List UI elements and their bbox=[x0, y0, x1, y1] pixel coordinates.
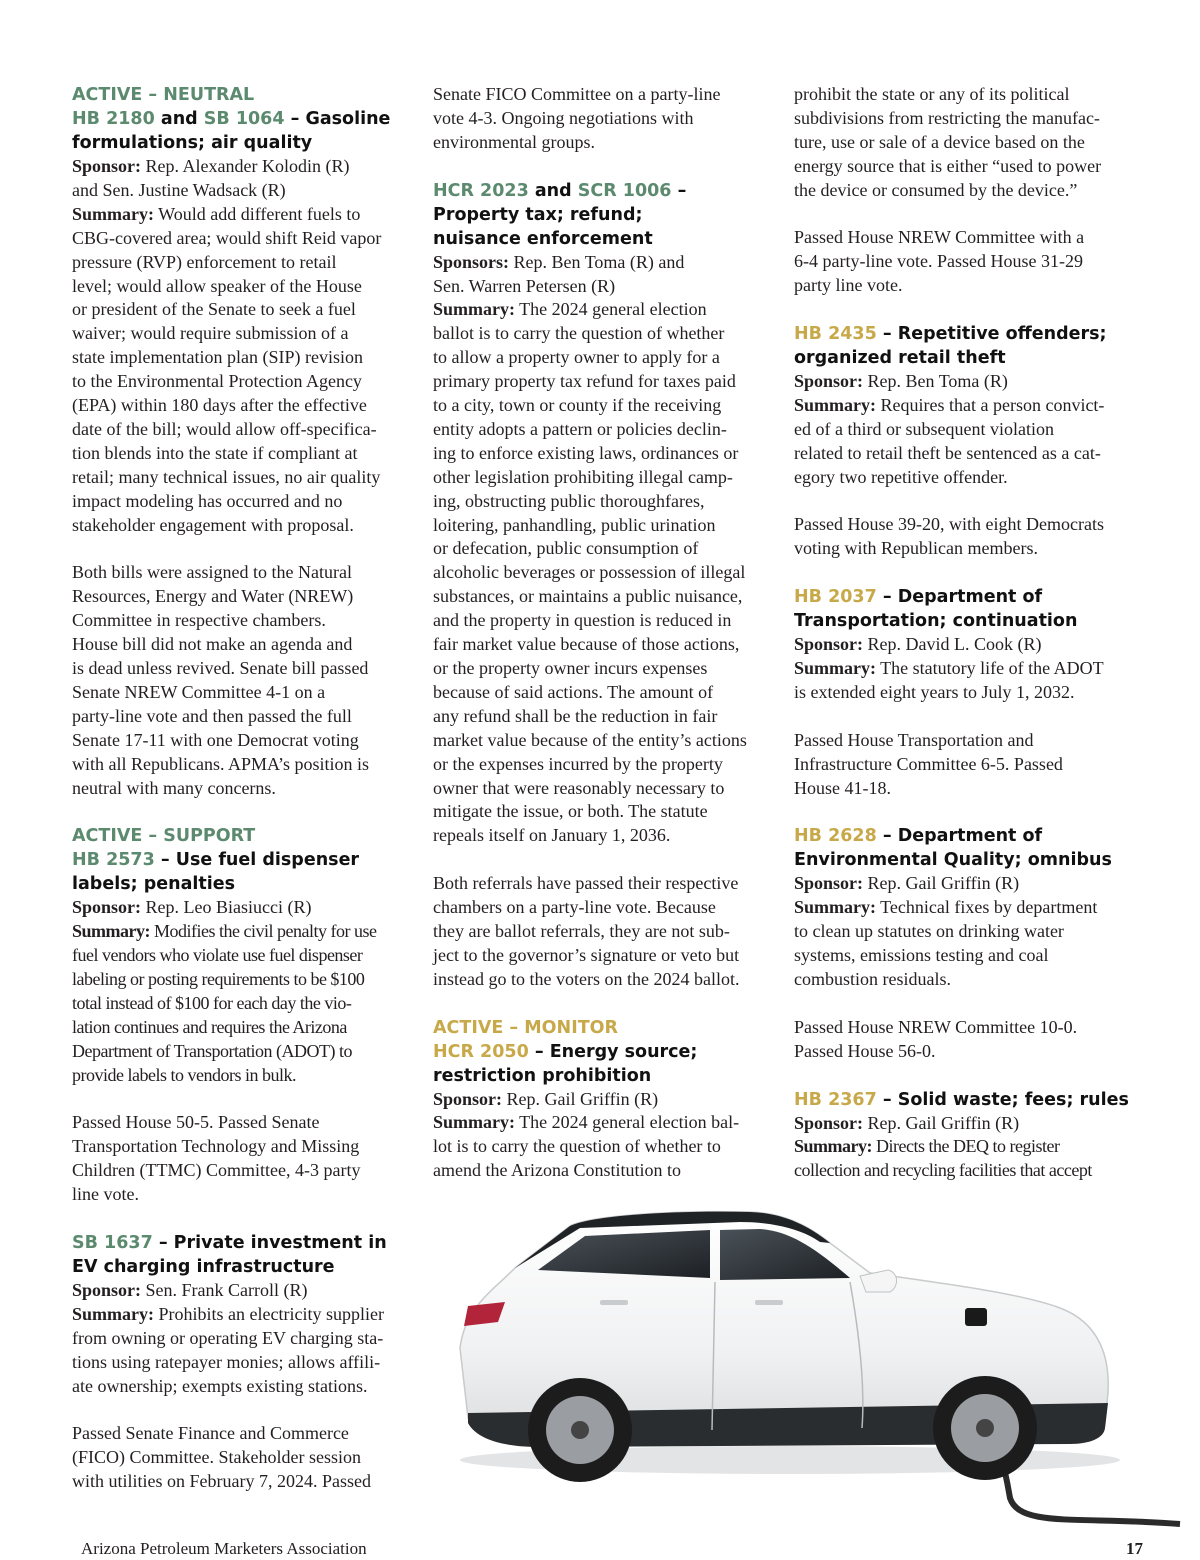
text-line: from owning or operating EV charging sta- bbox=[72, 1327, 384, 1348]
text-line: fuel vendors who violate use fuel dispenser bbox=[72, 945, 363, 966]
text-line: chambers on a party-line vote. Because bbox=[433, 897, 716, 918]
text-line: ate ownership; exempts existing stations. bbox=[72, 1375, 368, 1396]
bill-heading-cont: labels; penalties bbox=[72, 874, 236, 895]
status-note bbox=[72, 561, 408, 800]
bill-heading-cont: EV charging infrastructure bbox=[72, 1257, 335, 1277]
text-line: subdivisions from restricting the manufac- bbox=[794, 107, 1100, 128]
summary-text bbox=[433, 322, 773, 848]
text-line: party line vote. bbox=[794, 275, 903, 296]
text-line: 6-4 party-line vote. Passed House 31-29 bbox=[794, 251, 1083, 272]
text-line: stakeholder engagement with proposal. bbox=[72, 514, 354, 535]
summary-line: Summary: The statutory life of the ADOT bbox=[794, 658, 1104, 679]
summary-line: Summary: Would add different fuels to bbox=[72, 203, 361, 224]
text-line: combustion residuals. bbox=[794, 969, 951, 989]
text-line: any refund shall be the reduction in fair bbox=[433, 705, 718, 726]
bill-number: HB 2573 bbox=[72, 850, 155, 871]
summary-text bbox=[72, 227, 408, 538]
text-line: party-line vote and then passed the full bbox=[72, 705, 352, 726]
footer-publisher: Arizona Petroleum Marketers Association bbox=[81, 1539, 367, 1558]
text-line: line vote. bbox=[72, 1184, 139, 1205]
bill-number: HB 2367 bbox=[794, 1089, 877, 1110]
status-note bbox=[794, 729, 1134, 801]
text-line: Senate 17-11 with one Democrat voting bbox=[72, 729, 359, 750]
text-line: Passed House Transportation and bbox=[794, 729, 1034, 750]
text-line: is dead unless revived. Senate bill passed bbox=[72, 658, 369, 679]
bill-number: SCR 1006 bbox=[577, 180, 672, 201]
text-line: Passed House 56-0. bbox=[794, 1040, 936, 1061]
text-line: (EPA) within 180 days after the effective bbox=[72, 395, 367, 416]
bill-number: SB 1637 bbox=[72, 1233, 153, 1253]
text-line: to allow a property owner to apply for a bbox=[433, 347, 720, 368]
summary-text bbox=[72, 944, 408, 1087]
summary-line: Summary: Directs the DEQ to register bbox=[794, 1136, 1060, 1157]
column-2 bbox=[433, 83, 773, 1183]
text-line: because of said actions. The amount of bbox=[433, 681, 714, 702]
bill-heading: HB 2037 – Department of bbox=[794, 587, 1043, 608]
sponsor-line: Sponsor: Rep. Gail Griffin (R) bbox=[794, 1112, 1020, 1133]
ev-charging-car-illustration bbox=[420, 1198, 1182, 1528]
status-heading: ACTIVE – SUPPORT bbox=[72, 826, 256, 847]
sponsor-line: Sponsors: Rep. Ben Toma (R) and bbox=[433, 251, 685, 272]
column-3 bbox=[794, 83, 1134, 1183]
text-line: ed of a third or subsequent violation bbox=[794, 418, 1054, 439]
text-line: to clean up statutes on drinking water bbox=[794, 921, 1064, 942]
text-line: date of the bill; would allow off-specifica- bbox=[72, 418, 377, 439]
text-line: neutral with many concerns. bbox=[72, 777, 276, 798]
text-line: entity adopts a pattern or policies declin- bbox=[433, 418, 727, 439]
text-line: the device or consumed by the device.” bbox=[794, 179, 1078, 200]
text-line: or defecation, public consumption of bbox=[433, 538, 699, 559]
text-line: environmental groups. bbox=[433, 131, 595, 152]
text-line: energy source that is either “used to power bbox=[794, 155, 1102, 176]
bill-heading-cont: Transportation; continuation bbox=[794, 611, 1078, 632]
text-line: provide labels to vendors in bulk. bbox=[72, 1064, 296, 1085]
text-line: lation continues and requires the Arizona bbox=[72, 1016, 347, 1037]
text-line: Senate NREW Committee 4-1 on a bbox=[72, 681, 326, 702]
bill-number: SB 1064 bbox=[203, 109, 285, 129]
text-line: Passed House 50-5. Passed Senate bbox=[72, 1112, 320, 1133]
text-line: ject to the governor’s signature or veto but bbox=[433, 944, 740, 965]
text-line: or the expenses incurred by the property bbox=[433, 753, 723, 774]
bill-heading: HB 2180 and SB 1064 – Gasoline bbox=[72, 109, 391, 129]
text-line: Passed House 39-20, with eight Democrats bbox=[794, 514, 1104, 535]
text-line: Transportation Technology and Missing bbox=[72, 1136, 360, 1157]
bill-heading: SB 1637 – Private investment in bbox=[72, 1233, 387, 1253]
text-line: ing to enforce existing laws, ordinances or bbox=[433, 442, 739, 463]
summary-text bbox=[794, 681, 1134, 705]
text-line: egory two repetitive offender. bbox=[794, 466, 1008, 487]
bill-heading-cont: formulations; air quality bbox=[72, 133, 313, 153]
text-line: Both bills were assigned to the Natural bbox=[72, 562, 352, 583]
bill-number: HCR 2023 bbox=[433, 180, 529, 201]
status-note bbox=[794, 513, 1134, 561]
text-line: systems, emissions testing and coal bbox=[794, 945, 1049, 966]
door-handle bbox=[755, 1300, 783, 1305]
text-line: total instead of $100 for each day the vio- bbox=[72, 992, 352, 1013]
summary-line: Summary: Modifies the civil penalty for use bbox=[72, 921, 377, 942]
text-line: to a city, town or county if the receiving bbox=[433, 395, 722, 416]
text-line: Children (TTMC) Committee, 4-3 party bbox=[72, 1160, 361, 1181]
text-line: impact modeling has occurred and no bbox=[72, 490, 343, 511]
text-line: Department of Transportation (ADOT) to bbox=[72, 1040, 352, 1061]
bill-heading-cont: restriction prohibition bbox=[433, 1065, 652, 1086]
continued-text bbox=[433, 83, 773, 155]
sponsor-line: Sponsor: Rep. Leo Biasiucci (R) bbox=[72, 897, 312, 918]
sponsor-line: Sponsor: Rep. Ben Toma (R) bbox=[794, 371, 1008, 392]
summary-text bbox=[433, 1135, 773, 1183]
bill-number: HB 2180 bbox=[72, 109, 155, 129]
text-line: Both referrals have passed their respective bbox=[433, 873, 739, 894]
status-note bbox=[433, 872, 773, 992]
text-line: ture, use or sale of a device based on the bbox=[794, 131, 1085, 152]
text-line: lot is to carry the question of whether to bbox=[433, 1136, 721, 1157]
front-wheel bbox=[933, 1376, 1037, 1480]
text-line: vote 4-3. Ongoing negotiations with bbox=[433, 107, 694, 128]
summary-line: Summary: Requires that a person convict- bbox=[794, 394, 1105, 415]
text-line: ballot is to carry the question of whether bbox=[433, 323, 725, 344]
text-line: mitigate the issue, or both. The statute bbox=[433, 801, 708, 822]
status-heading: ACTIVE – NEUTRAL bbox=[72, 85, 255, 105]
summary-text bbox=[794, 920, 1134, 992]
text-line: House bill did not make an agenda and bbox=[72, 634, 353, 655]
text-line: voting with Republican members. bbox=[794, 538, 1038, 559]
text-line: and the property in question is reduced in bbox=[433, 610, 732, 631]
text-line: pressure (RVP) enforcement to retail bbox=[72, 251, 337, 272]
status-note bbox=[72, 1422, 408, 1494]
text-line: state implementation plan (SIP) revision bbox=[72, 347, 363, 368]
bill-number: HB 2037 bbox=[794, 587, 877, 608]
text-line: tion blends into the state if compliant at bbox=[72, 442, 358, 463]
column-1 bbox=[72, 83, 408, 1494]
text-line: primary property tax refund for taxes paid bbox=[433, 371, 736, 392]
text-line: Passed House NREW Committee 10-0. bbox=[794, 1016, 1078, 1037]
door-handle bbox=[600, 1300, 628, 1305]
text-line: collection and recycling facilities that accept bbox=[794, 1160, 1092, 1181]
summary-text bbox=[794, 1159, 1134, 1183]
text-line: repeals itself on January 1, 2036. bbox=[433, 825, 671, 846]
continued-text bbox=[794, 83, 1134, 203]
rear-wheel bbox=[528, 1378, 632, 1482]
text-line: with utilities on February 7, 2024. Passed bbox=[72, 1471, 371, 1492]
text-line: level; would allow speaker of the House bbox=[72, 275, 362, 296]
bill-heading: HCR 2023 and SCR 1006 – bbox=[433, 180, 687, 201]
text-line: other legislation prohibiting illegal camp- bbox=[433, 466, 733, 487]
bill-number: HB 2435 bbox=[794, 324, 877, 345]
text-line: related to retail theft be sentenced as a cat- bbox=[794, 442, 1101, 463]
summary-text bbox=[72, 1327, 408, 1399]
bill-heading-cont: Environmental Quality; omnibus bbox=[794, 850, 1112, 871]
bill-heading: HB 2367 – Solid waste; fees; rules bbox=[794, 1089, 1129, 1110]
text-line: Infrastructure Committee 6-5. Passed bbox=[794, 753, 1063, 774]
text-line: Committee in respective chambers. bbox=[72, 610, 326, 631]
bill-heading: HB 2435 – Repetitive offenders; bbox=[794, 324, 1107, 345]
status-note bbox=[72, 1111, 408, 1207]
sponsor-line: Sponsor: Rep. Alexander Kolodin (R) bbox=[72, 156, 350, 176]
bill-heading-cont: organized retail theft bbox=[794, 348, 1006, 369]
text-line: Passed House NREW Committee with a bbox=[794, 227, 1085, 248]
status-note bbox=[794, 1016, 1134, 1064]
text-line: or the property owner incurs expenses bbox=[433, 658, 708, 679]
text-line: loitering, panhandling, public urination bbox=[433, 514, 716, 535]
summary-line: Summary: The 2024 general election bal- bbox=[433, 1112, 740, 1133]
sponsor-line: Sponsor: Rep. Gail Griffin (R) bbox=[433, 1088, 659, 1109]
page-number: 17 bbox=[1126, 1539, 1143, 1558]
text-line: with all Republicans. APMA’s position is bbox=[72, 753, 370, 774]
text-line: ing, obstructing public thoroughfares, bbox=[433, 490, 705, 511]
text-line: tions using ratepayer monies; allows affili- bbox=[72, 1351, 381, 1372]
summary-line: Summary: The 2024 general election bbox=[433, 299, 707, 320]
text-line: CBG-covered area; would shift Reid vapor bbox=[72, 227, 382, 248]
text-line: owner that were reasonably necessary to bbox=[433, 777, 725, 798]
text-line: market value because of the entity’s actions bbox=[433, 729, 747, 750]
bill-number: HB 2628 bbox=[794, 826, 877, 847]
sponsor-line: Sen. Warren Petersen (R) bbox=[433, 275, 616, 296]
text-line: Senate FICO Committee on a party-line bbox=[433, 84, 721, 104]
text-line: or president of the Senate to seek a fuel bbox=[72, 299, 356, 320]
text-line: Passed Senate Finance and Commerce bbox=[72, 1423, 349, 1444]
bill-heading-cont: Property tax; refund; bbox=[433, 204, 643, 225]
bill-heading: HB 2628 – Department of bbox=[794, 826, 1043, 847]
status-note bbox=[794, 226, 1134, 298]
bill-heading: HB 2573 – Use fuel dispenser bbox=[72, 850, 360, 871]
text-line: alcoholic beverages or possession of illegal bbox=[433, 562, 746, 583]
text-line: to the Environmental Protection Agency bbox=[72, 371, 362, 392]
summary-text bbox=[794, 418, 1134, 490]
text-line: substances, or maintains a public nuisance, bbox=[433, 586, 743, 607]
bill-heading: HCR 2050 – Energy source; bbox=[433, 1041, 698, 1062]
status-heading: ACTIVE – MONITOR bbox=[433, 1017, 619, 1038]
text-line: retail; many technical issues, no air quality bbox=[72, 466, 381, 487]
bill-heading-cont: nuisance enforcement bbox=[433, 228, 653, 249]
sponsor-line: Sponsor: Rep. Gail Griffin (R) bbox=[794, 873, 1020, 894]
text-line: (FICO) Committee. Stakeholder session bbox=[72, 1447, 361, 1468]
sponsor-line: Sponsor: Rep. David L. Cook (R) bbox=[794, 634, 1042, 655]
text-line: Resources, Energy and Water (NREW) bbox=[72, 586, 354, 607]
text-line: they are ballot referrals, they are not sub- bbox=[433, 920, 730, 941]
text-line: fair market value because of those actions, bbox=[433, 634, 740, 655]
text-line: amend the Arizona Constitution to bbox=[433, 1160, 681, 1181]
summary-line: Summary: Prohibits an electricity supplier bbox=[72, 1303, 384, 1324]
summary-line: Summary: Technical fixes by department bbox=[794, 897, 1098, 918]
text-line: is extended eight years to July 1, 2032. bbox=[794, 681, 1075, 702]
text-line: instead go to the voters on the 2024 ballot. bbox=[433, 968, 740, 989]
charge-port bbox=[965, 1308, 987, 1326]
sponsor-line: and Sen. Justine Wadsack (R) bbox=[72, 179, 286, 200]
sponsor-line: Sponsor: Sen. Frank Carroll (R) bbox=[72, 1280, 308, 1300]
text-line: prohibit the state or any of its political bbox=[794, 84, 1070, 104]
text-line: House 41-18. bbox=[794, 777, 891, 798]
text-line: waiver; would require submission of a bbox=[72, 323, 349, 344]
bill-number: HCR 2050 bbox=[433, 1041, 529, 1062]
text-line: labeling or posting requirements to be $100 bbox=[72, 969, 365, 990]
